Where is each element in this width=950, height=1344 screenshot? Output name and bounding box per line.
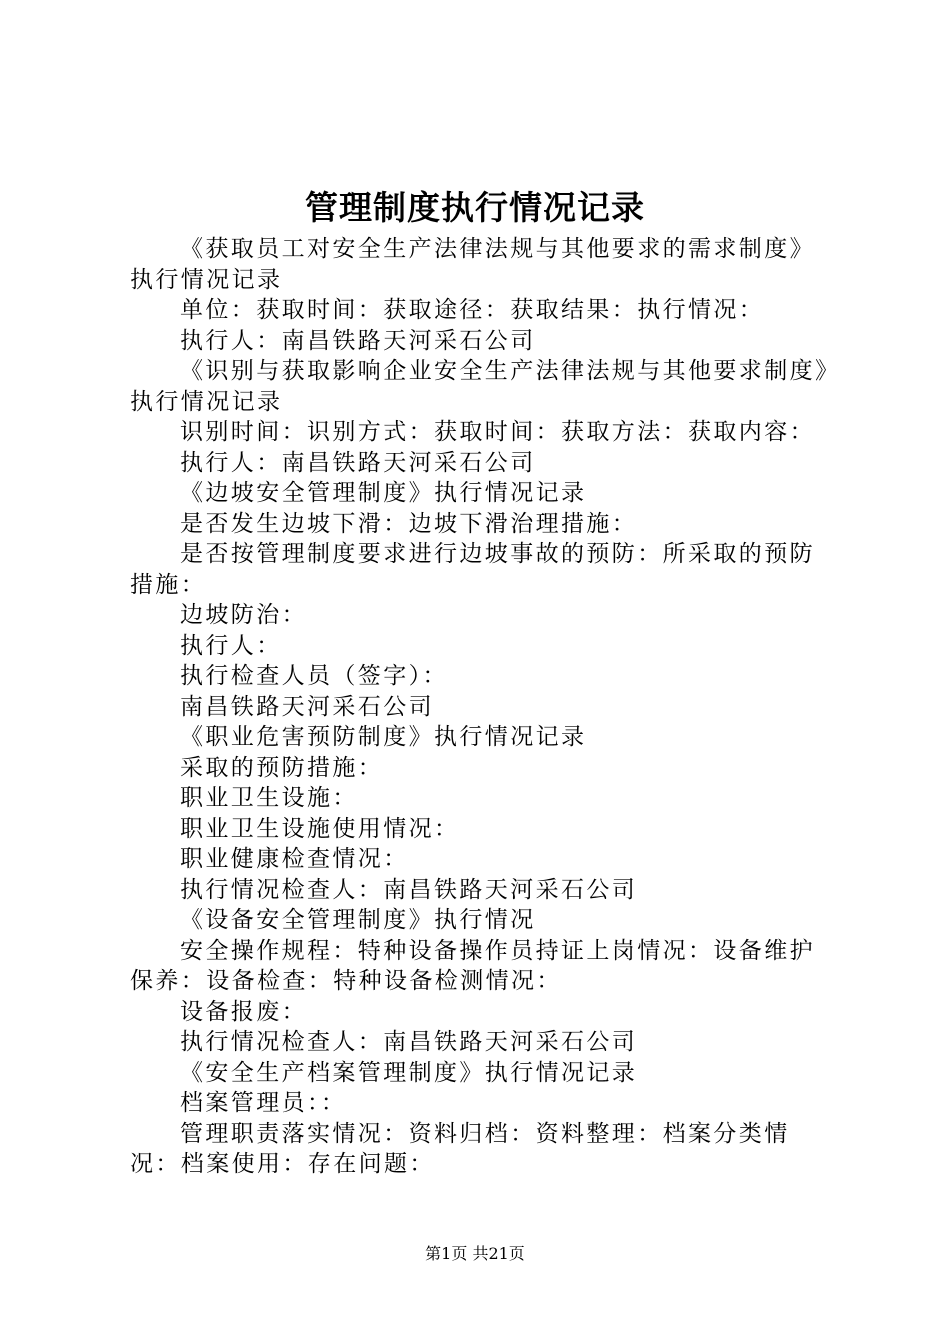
paragraph: 职业卫生设施： xyxy=(180,785,358,811)
paragraph: 安全操作规程：特种设备操作员持证上岗情况：设备维护保养：设备检查：特种设备检测情况： xyxy=(130,937,815,994)
paragraph: 识别时间：识别方式：获取时间：获取方法：获取内容： xyxy=(180,419,815,445)
paragraph: 《安全生产档案管理制度》执行情况记录 xyxy=(180,1059,638,1086)
paragraph: 采取的预防措施： xyxy=(180,754,384,781)
paragraph: 执行情况检查人：南昌铁路天河采石公司 xyxy=(180,1029,638,1055)
paragraph: 职业卫生设施使用情况： xyxy=(180,815,460,842)
paragraph: 是否按管理制度要求进行边坡事故的预防：所采取的预防措施： xyxy=(130,541,815,598)
paragraph: 是否发生边坡下滑：边坡下滑治理措施： xyxy=(180,510,638,537)
paragraph: 《设备安全管理制度》执行情况 xyxy=(180,907,536,933)
paragraph: 南昌铁路天河采石公司 xyxy=(180,693,434,720)
paragraph: 《识别与获取影响企业安全生产法律法规与其他要求制度》执行情况记录 xyxy=(130,358,829,415)
paragraph: 管理职责落实情况：资料归档：资料整理：档案分类情况：档案使用：存在问题： xyxy=(130,1120,790,1177)
document-body xyxy=(130,234,840,1180)
paragraph: 执行检查人员（签字）： xyxy=(180,663,448,689)
paragraph: 《边坡安全管理制度》执行情况记录 xyxy=(180,480,587,506)
paragraph: 执行人： xyxy=(180,632,282,659)
page-title: 管理制度执行情况记录 xyxy=(305,188,645,227)
paragraph: 边坡防治： xyxy=(180,602,307,628)
paragraph: 执行情况检查人：南昌铁路天河采石公司 xyxy=(180,876,638,903)
paragraph: 《职业危害预防制度》执行情况记录 xyxy=(180,724,587,750)
paragraph: 职业健康检查情况： xyxy=(180,846,409,872)
paragraph: 《获取员工对安全生产法律法规与其他要求的需求制度》执行情况记录 xyxy=(130,236,815,293)
paragraph: 执行人：南昌铁路天河采石公司 xyxy=(180,449,536,476)
paragraph: 档案管理员：： xyxy=(180,1090,347,1116)
page-footer: 第1页 共21页 xyxy=(425,1244,525,1263)
paragraph: 执行人：南昌铁路天河采石公司 xyxy=(180,327,536,354)
paragraph: 设备报废： xyxy=(180,998,307,1025)
paragraph: 单位：获取时间：获取途径：获取结果：执行情况： xyxy=(180,297,765,323)
